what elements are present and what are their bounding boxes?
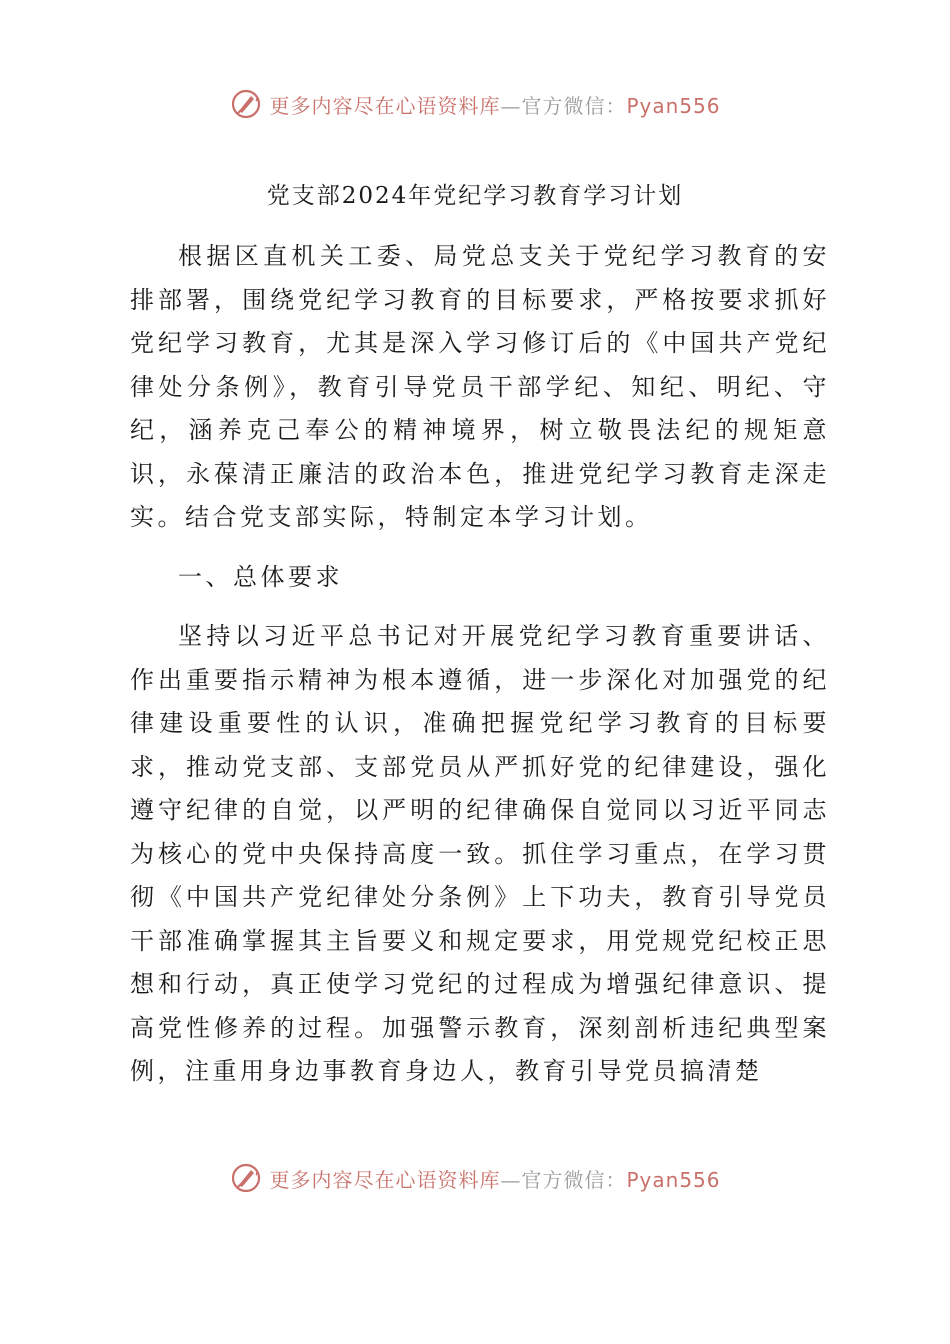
watermark-wechat-label: 官方微信： <box>521 1167 627 1192</box>
document-body <box>130 235 830 1110</box>
watermark-main-text: 更多内容尽在心语资料库 <box>269 93 501 118</box>
section-heading: 一、总体要求 <box>178 562 343 591</box>
watermark-wechat-id: Pyan556 <box>626 93 721 118</box>
watermark-wechat-id: Pyan556 <box>626 1167 721 1192</box>
watermark-main-text: 更多内容尽在心语资料库 <box>269 1167 501 1192</box>
watermark-separator: — <box>500 1167 522 1192</box>
footer-watermark <box>0 1158 950 1198</box>
quill-pen-logo-icon <box>229 1161 263 1195</box>
section-paragraph: 坚持以习近平总书记对开展党纪学习教育重要讲话、作出重要指示精神为根本遵循，进一步深化对加强党的纪律建设重要性的认识，准确把握党纪学习教育的目标要求，推动党支部、支部党员从严抓好党的纪律建设，强化遵守纪律的自觉，以严明的纪律确保自觉同以习近平同志为核心的党中央保持高度一致。抓住学习重点，在学习贯彻《中国共产党纪律处分条例》上下功夫，教育引导党员干部准确掌握其主旨要义和规定要求，用党规党纪校正思想和行动，真正使学习党纪的过程成为增强纪律意识、提高党性修养的过程。加强警示教育，深刻剖析违纪典型案例，注重用身边事教育身边人，教育引导党员搞清楚 <box>130 622 830 1085</box>
watermark-separator: — <box>500 93 522 118</box>
watermark-text <box>269 1164 720 1193</box>
document-title: 党支部2024年党纪学习教育学习计划 <box>266 183 684 209</box>
intro-paragraph: 根据区直机关工委、局党总支关于党纪学习教育的安排部署，围绕党纪学习教育的目标要求，严格按要求抓好党纪学习教育，尤其是深入学习修订后的《中国共产党纪律处分条例》，教育引导党员干部学纪、知纪、明纪、守纪，涵养克己奉公的精神境界，树立敬畏法纪的规矩意识，永葆清正廉洁的政治本色，推进党纪学习教育走深走实。结合党支部实际，特制定本学习计划。 <box>130 242 830 531</box>
watermark-wechat-label: 官方微信： <box>521 93 627 118</box>
quill-pen-logo-icon <box>229 87 263 121</box>
header-watermark <box>0 84 950 124</box>
watermark-text <box>269 90 720 119</box>
